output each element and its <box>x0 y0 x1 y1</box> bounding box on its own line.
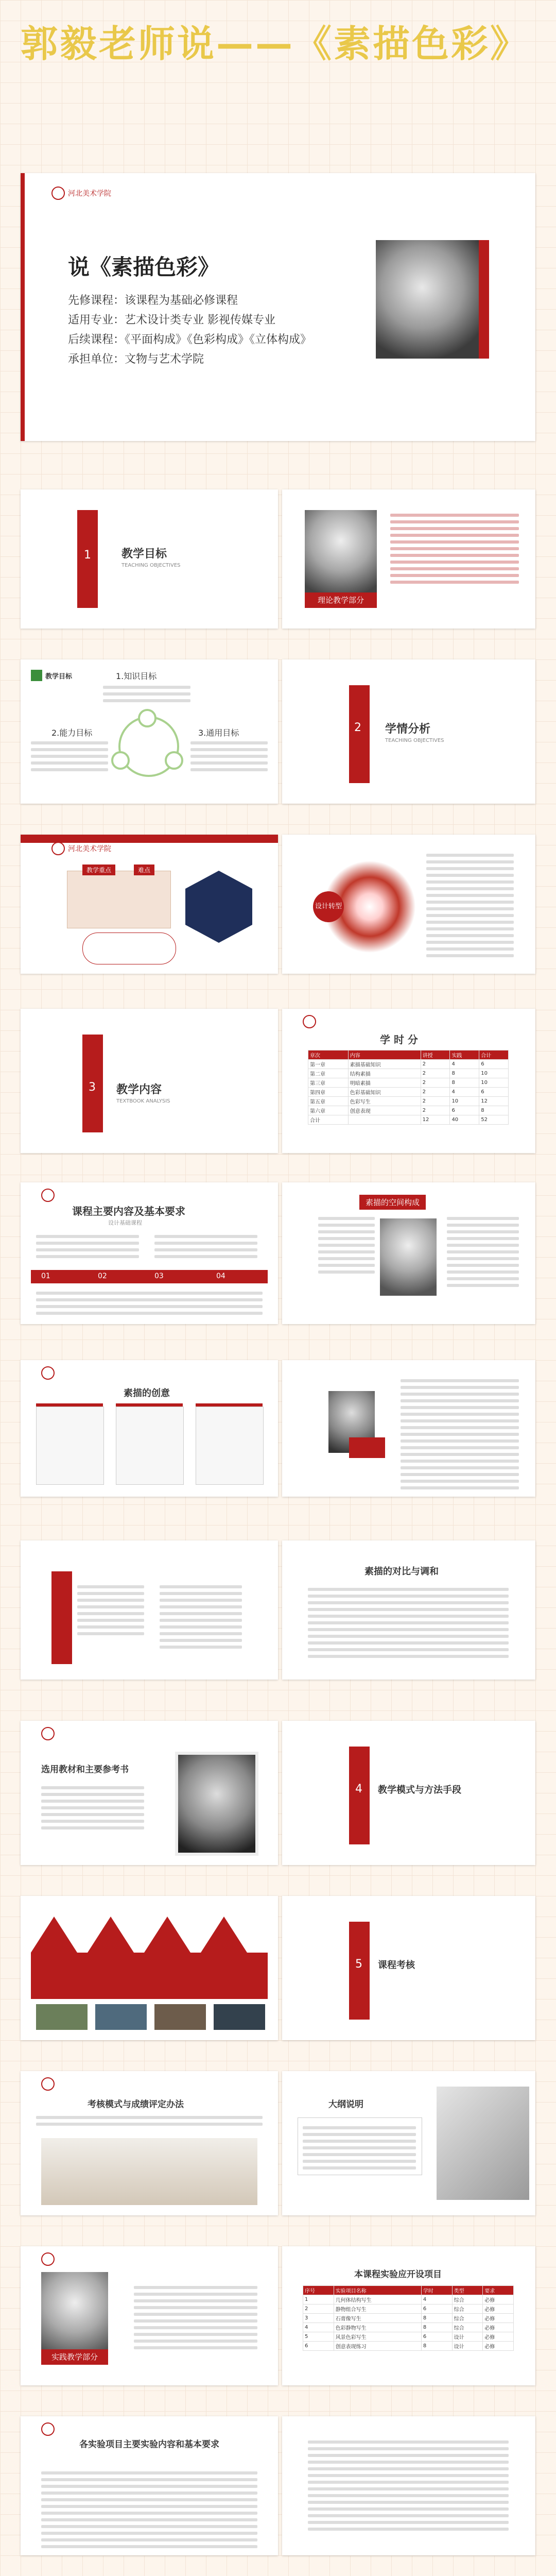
table-cell: 色彩静物写生 <box>334 2323 421 2332</box>
slide-section-analysis <box>282 659 535 804</box>
table-cell: 10 <box>450 1097 479 1106</box>
slide-methods-images <box>21 1896 278 2040</box>
school-seal-icon <box>41 2252 55 2266</box>
table-cell: 8 <box>450 1078 479 1088</box>
practice-caption: 实践教学部分 <box>41 2349 108 2365</box>
table-cell: 几何体结构写生 <box>334 2295 421 2304</box>
table-cell: 4 <box>421 2295 452 2304</box>
table-cell: 实践 <box>450 1050 479 1060</box>
table-cell: 静物组合写生 <box>334 2304 421 2314</box>
table-cell: 2 <box>421 1078 450 1088</box>
school-name: 河北美术学院 <box>68 190 111 198</box>
table-cell: 1 <box>303 2295 334 2304</box>
slide-books <box>21 1721 278 1865</box>
table-cell: 5 <box>303 2332 334 2342</box>
slide-contrast-left <box>21 1540 278 1680</box>
slide-outline1 <box>282 2071 535 2215</box>
table-row <box>308 1078 509 1088</box>
space-bust-image <box>380 1218 437 1296</box>
table-cell: 8 <box>421 2314 452 2323</box>
cover-line: 承担单位：文物与艺术学院 <box>68 353 204 366</box>
school-seal-icon <box>51 187 65 200</box>
section-subtitle: TEACHING OBJECTIVES <box>385 738 444 743</box>
table-cell: 素描基础知识 <box>348 1060 421 1069</box>
table-cell: 8 <box>479 1106 509 1115</box>
table-cell: 实验项目名称 <box>334 2286 421 2295</box>
practice-table-title: 本课程实验应开设项目 <box>354 2269 442 2280</box>
table-row <box>303 2304 514 2314</box>
table-cell: 综合 <box>452 2323 483 2332</box>
section-number: 1 <box>84 549 91 562</box>
table-cell: 必修 <box>483 2304 514 2314</box>
table-cell: 10 <box>479 1078 509 1088</box>
school-logo <box>51 187 111 200</box>
analysis-tag: 难点 <box>134 865 154 875</box>
table-cell: 4 <box>450 1060 479 1069</box>
slide-analysis-left <box>21 835 278 974</box>
table-cell: 讲授 <box>421 1050 450 1060</box>
table-cell: 色彩基础知识 <box>348 1088 421 1097</box>
table-cell: 第二章 <box>308 1069 349 1078</box>
table-cell: 6 <box>479 1088 509 1097</box>
table-cell: 6 <box>479 1060 509 1069</box>
table-cell: 4 <box>303 2323 334 2332</box>
analysis-hexagon <box>185 871 252 943</box>
table-cell: 4 <box>450 1088 479 1097</box>
school-seal-icon <box>41 2077 55 2091</box>
table-cell: 要求 <box>483 2286 514 2295</box>
section-title: 课程考核 <box>378 1960 415 1971</box>
page-title: 郭毅老师说——《素描色彩》 <box>21 22 530 65</box>
table-cell <box>348 1115 421 1125</box>
slide-elements-right <box>282 1360 535 1497</box>
table-row <box>303 2332 514 2342</box>
step-label: 01 <box>41 1272 50 1280</box>
school-seal-icon <box>41 2422 55 2436</box>
content-main-sub: 设计基础课程 <box>108 1219 142 1226</box>
table-row <box>308 1097 509 1106</box>
table-cell: 合计 <box>479 1050 509 1060</box>
table-cell: 6 <box>450 1106 479 1115</box>
books-title: 选用教材和主要参考书 <box>41 1765 129 1775</box>
table-cell: 52 <box>479 1115 509 1125</box>
table-row <box>308 1088 509 1097</box>
table-cell: 2 <box>303 2304 334 2314</box>
slide-hours <box>282 1009 535 1153</box>
slide-analysis-right <box>282 835 535 974</box>
table-cell: 2 <box>421 1060 450 1069</box>
slide-section-assessment <box>282 1896 535 2040</box>
table-cell: 2 <box>421 1069 450 1078</box>
section-subtitle: TEXTBOOK ANALYSIS <box>116 1098 170 1104</box>
section-number: 4 <box>355 1783 362 1795</box>
slide-goals <box>21 659 278 804</box>
analysis-tag: 教学重点 <box>82 865 115 875</box>
bust-image <box>305 510 377 598</box>
school-seal-icon <box>41 1189 55 1202</box>
table-cell: 内容 <box>348 1050 421 1060</box>
table-cell: 必修 <box>483 2295 514 2304</box>
section-number: 2 <box>354 721 361 734</box>
table-cell: 8 <box>421 2342 452 2351</box>
slide-section-methods <box>282 1721 535 1865</box>
slide-practice <box>21 2246 278 2385</box>
table-cell: 章次 <box>308 1050 349 1060</box>
table-cell: 石膏像写生 <box>334 2314 421 2323</box>
table-cell: 10 <box>479 1069 509 1078</box>
space-tag: 素描的空间构成 <box>359 1195 426 1210</box>
section-title: 教学模式与方法手段 <box>378 1785 461 1795</box>
table-cell: 色彩写生 <box>348 1097 421 1106</box>
step-label: 02 <box>98 1272 107 1280</box>
slide-cover <box>21 173 535 441</box>
headphones-image <box>437 2087 529 2200</box>
table-cell: 第六章 <box>308 1106 349 1115</box>
table-row <box>308 1060 509 1069</box>
table-cell: 综合 <box>452 2304 483 2314</box>
table-cell: 创意表现 <box>348 1106 421 1115</box>
step-label: 03 <box>154 1272 164 1280</box>
outline-title: 大纲说明 <box>328 2099 363 2110</box>
table-cell: 综合 <box>452 2314 483 2323</box>
slide-space <box>282 1182 535 1324</box>
section-number: 5 <box>355 1958 362 1971</box>
table-cell: 2 <box>421 1106 450 1115</box>
table-cell: 第一章 <box>308 1060 349 1069</box>
section-subtitle: TEACHING OBJECTIVES <box>121 563 181 568</box>
goal-ability: 2.能力目标 <box>51 728 93 738</box>
goals-tag: 教学目标 <box>45 673 73 681</box>
table-cell: 第四章 <box>308 1088 349 1097</box>
table-cell: 第三章 <box>308 1078 349 1088</box>
goal-general: 3.通用目标 <box>198 728 239 738</box>
table-cell: 12 <box>421 1115 450 1125</box>
table-cell: 2 <box>421 1097 450 1106</box>
assessment-title: 考核模式与成绩评定办法 <box>88 2099 184 2110</box>
table-cell: 6 <box>421 2332 452 2342</box>
cover-sculpture-image <box>376 240 479 359</box>
slide-section-objectives <box>21 489 278 629</box>
experiment-title: 各实验项目主要实验内容和基本要求 <box>79 2439 219 2450</box>
table-cell: 明暗素描 <box>348 1078 421 1088</box>
school-seal-icon <box>41 1366 55 1380</box>
table-row <box>303 2314 514 2323</box>
contrast-title: 素描的对比与调和 <box>364 1566 439 1577</box>
table-cell: 6 <box>421 2304 452 2314</box>
analysis-center: 设计转型 <box>313 891 344 922</box>
section-title: 学情分析 <box>385 723 431 736</box>
slide-content-main <box>21 1182 278 1324</box>
table-cell: 8 <box>450 1069 479 1078</box>
slide-elements <box>21 1360 278 1497</box>
school-seal-icon <box>51 842 65 855</box>
table-row <box>308 1115 509 1125</box>
table-cell: 设计 <box>452 2342 483 2351</box>
table-cell: 设计 <box>452 2332 483 2342</box>
slide-section-content <box>21 1009 278 1153</box>
school-name: 河北美术学院 <box>68 845 111 853</box>
table-row <box>308 1050 509 1060</box>
slide-practice-table <box>282 2246 535 2385</box>
table-cell: 3 <box>303 2314 334 2323</box>
table-cell: 12 <box>479 1097 509 1106</box>
slide-experiment-right <box>282 2416 535 2555</box>
table-cell: 6 <box>303 2342 334 2351</box>
table-cell: 类型 <box>452 2286 483 2295</box>
section-title: 教学内容 <box>116 1083 162 1096</box>
table-cell: 合计 <box>308 1115 349 1125</box>
table-cell: 必修 <box>483 2332 514 2342</box>
slide-assessment <box>21 2071 278 2215</box>
table-row <box>303 2295 514 2304</box>
content-main-title: 课程主要内容及基本要求 <box>72 1205 185 1217</box>
slide-theory <box>282 489 535 629</box>
hours-title: 学 时 分 <box>380 1033 418 1046</box>
slide-experiment <box>21 2416 278 2555</box>
table-row <box>303 2342 514 2351</box>
cover-line: 适用专业：艺术设计类专业 影视传媒专业 <box>68 314 275 327</box>
table-row <box>308 1106 509 1115</box>
table-cell: 必修 <box>483 2314 514 2323</box>
table-cell: 必修 <box>483 2342 514 2351</box>
analysis-box <box>67 871 171 928</box>
table-cell: 序号 <box>303 2286 334 2295</box>
hours-table <box>308 1050 509 1125</box>
table-row <box>303 2286 514 2295</box>
table-row <box>303 2323 514 2332</box>
elements-title: 素描的创意 <box>124 1388 170 1399</box>
table-cell: 结构素描 <box>348 1069 421 1078</box>
cover-heading: 说《素描色彩》 <box>68 255 220 280</box>
book-cover-image <box>175 1752 258 1856</box>
practice-bust-image <box>41 2272 108 2360</box>
table-cell: 第五章 <box>308 1097 349 1106</box>
table-cell: 风景色彩写生 <box>334 2332 421 2342</box>
table-cell: 学时 <box>421 2286 452 2295</box>
table-row <box>308 1069 509 1078</box>
step-label: 04 <box>216 1272 225 1280</box>
table-cell: 创意表现练习 <box>334 2342 421 2351</box>
practice-table <box>303 2285 514 2351</box>
school-seal-icon <box>303 1015 316 1028</box>
theory-caption: 理论教学部分 <box>305 592 377 608</box>
desk-image <box>41 2138 257 2205</box>
table-cell: 40 <box>450 1115 479 1125</box>
cover-line: 先修课程：该课程为基础必修课程 <box>68 294 238 307</box>
goal-knowledge: 1.知识目标 <box>116 671 157 681</box>
slide-contrast <box>282 1540 535 1680</box>
school-seal-icon <box>41 1727 55 1740</box>
section-title: 教学目标 <box>121 548 167 561</box>
table-cell: 8 <box>421 2323 452 2332</box>
table-cell: 综合 <box>452 2295 483 2304</box>
table-cell: 2 <box>421 1088 450 1097</box>
section-number: 3 <box>89 1081 96 1094</box>
cover-line: 后续课程：《平面构成》《色彩构成》《立体构成》 <box>68 333 312 346</box>
table-cell: 必修 <box>483 2323 514 2332</box>
